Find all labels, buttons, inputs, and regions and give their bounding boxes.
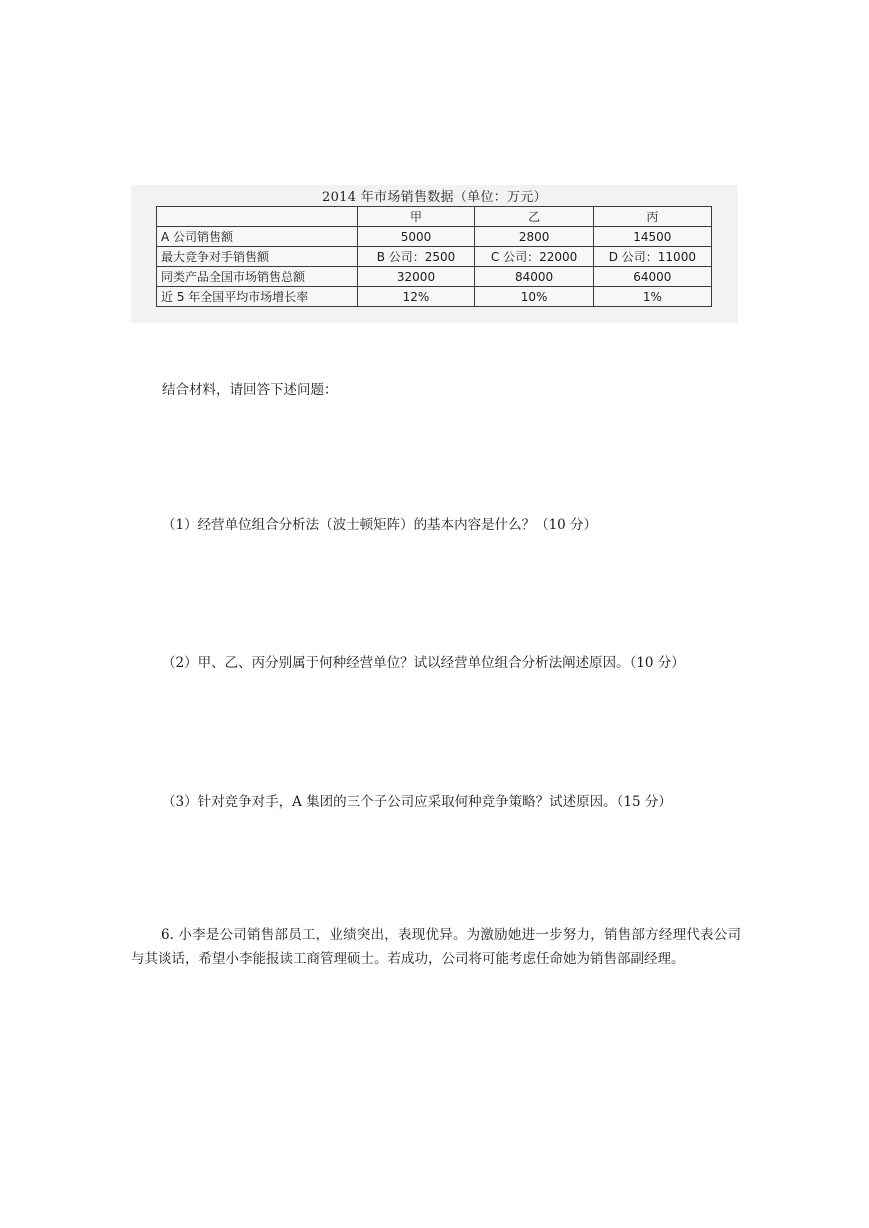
table-cell: 2800 <box>475 227 593 247</box>
table-cell: 64000 <box>593 267 711 287</box>
table-cell: 12% <box>357 287 475 307</box>
row-label: 近 5 年全国平均市场增长率 <box>157 287 358 307</box>
header-cell-bing: 丙 <box>593 207 711 227</box>
table-cell: 84000 <box>475 267 593 287</box>
table-cell: 14500 <box>593 227 711 247</box>
question-1: （1）经营单位组合分析法（波士顿矩阵）的基本内容是什么？（10 分） <box>162 517 598 533</box>
table-row <box>157 287 712 307</box>
table-cell: 1% <box>593 287 711 307</box>
header-cell-yi: 乙 <box>475 207 593 227</box>
table-caption: 2014 年市场销售数据（单位：万元） <box>322 190 547 205</box>
table-cell: D 公司：11000 <box>593 247 711 267</box>
header-corner-cell <box>157 207 358 227</box>
question-2: （2）甲、乙、丙分别属于何种经营单位？试以经营单位组合分析法阐述原因。（10 分） <box>162 655 685 671</box>
header-cell-jia: 甲 <box>357 207 475 227</box>
row-label: 同类产品全国市场销售总额 <box>157 267 358 287</box>
table-cell: 32000 <box>357 267 475 287</box>
intro-text: 结合材料，请回答下述问题： <box>162 382 338 398</box>
table-cell: B 公司：2500 <box>357 247 475 267</box>
table-header-row <box>157 207 712 227</box>
table-row <box>157 227 712 247</box>
table-row <box>157 267 712 287</box>
table-cell: 5000 <box>357 227 475 247</box>
table-cell: C 公司：22000 <box>475 247 593 267</box>
sales-data-table <box>156 206 712 307</box>
case-6-paragraph: 6. 小李是公司销售部员工，业绩突出，表现优异。为激励她进一步努力，销售部方经理代表公司与其谈话，希望小李能报读工商管理硕士。若成功，公司将可能考虑任命她为销售部副经理。 <box>131 927 741 967</box>
row-label: 最大竞争对手销售额 <box>157 247 358 267</box>
question-3: （3）针对竞争对手，A 集团的三个子公司应采取何种竞争策略？试述原因。（15 分） <box>162 794 672 810</box>
table-row <box>157 247 712 267</box>
row-label: A 公司销售额 <box>157 227 358 247</box>
table-cell: 10% <box>475 287 593 307</box>
